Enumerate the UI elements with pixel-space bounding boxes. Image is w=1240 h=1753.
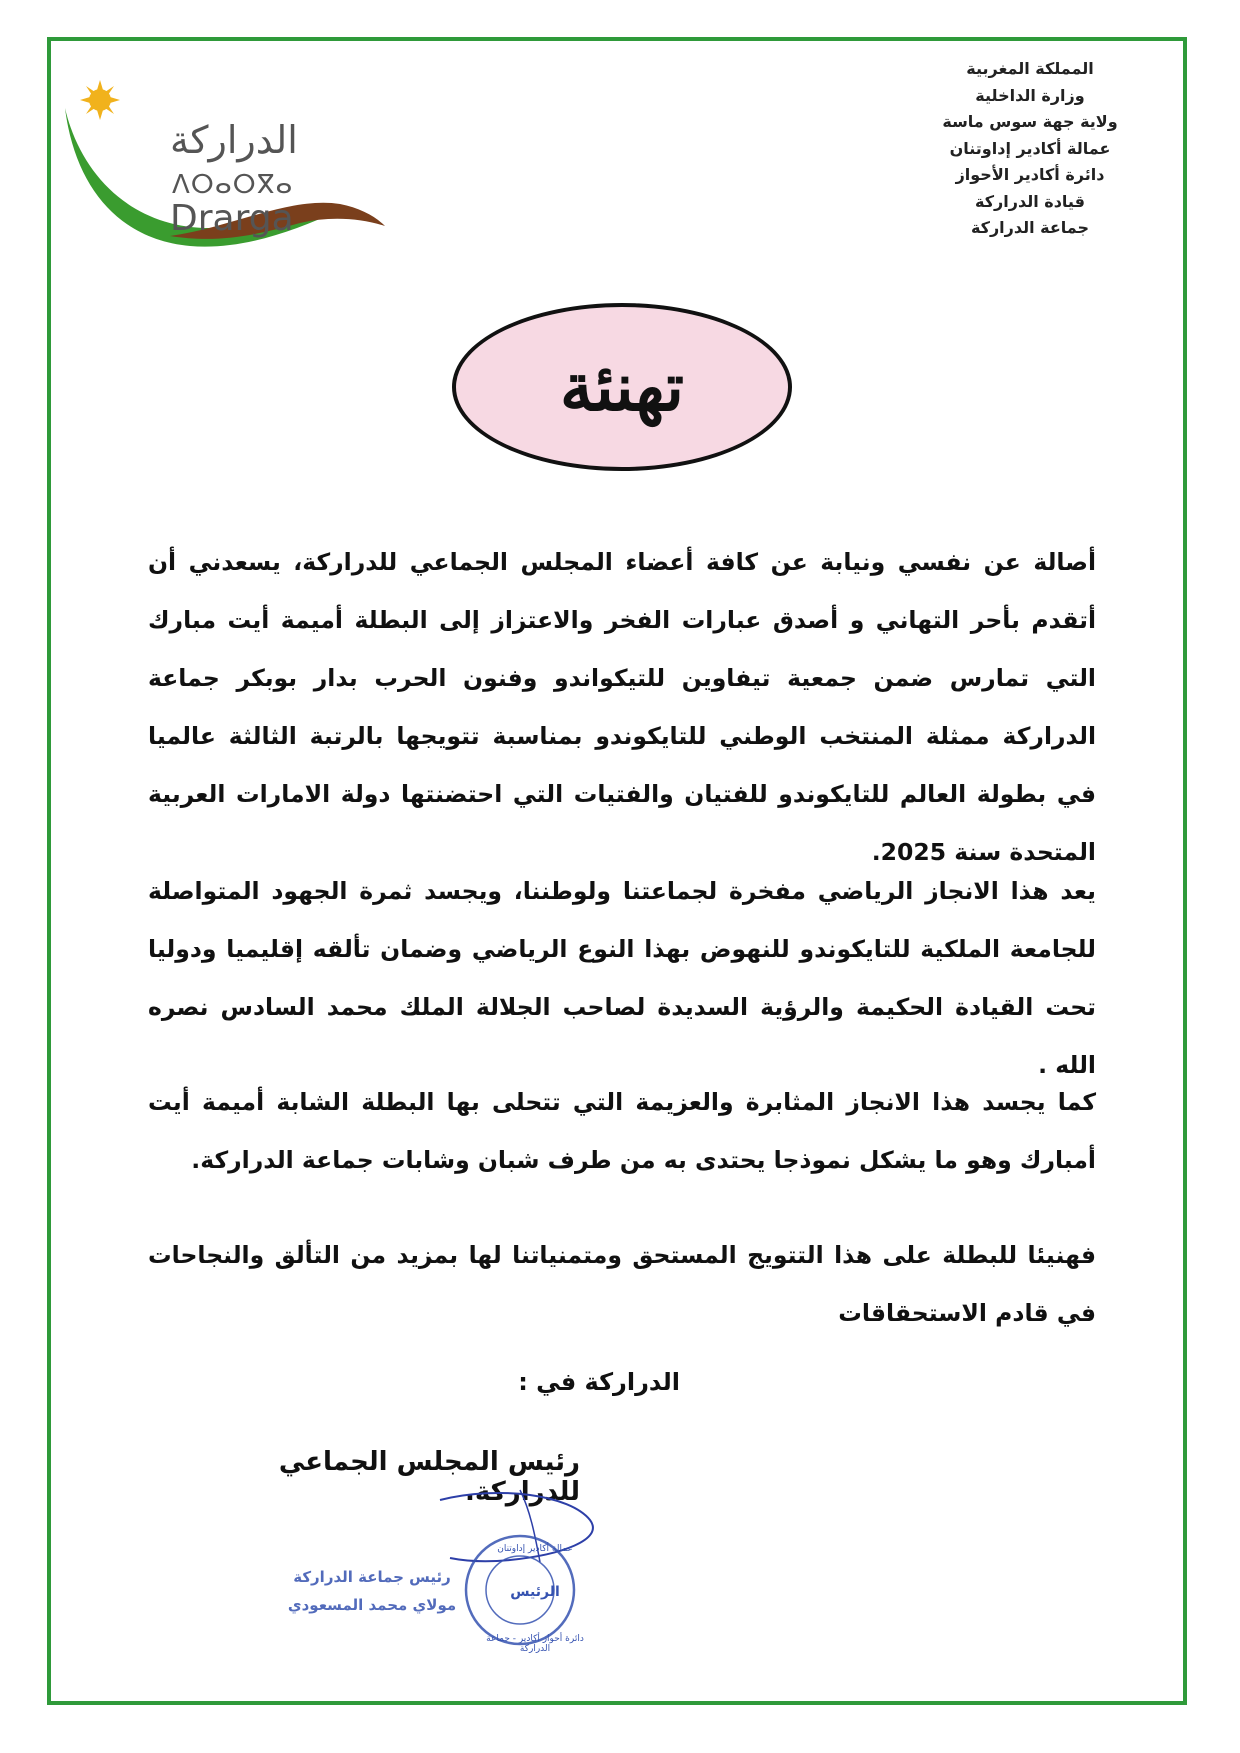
logo-arabic-name: الدراركة	[170, 118, 298, 162]
page-title: تهنئة	[559, 348, 684, 426]
seal-ring-bottom-text: دائرة أحواز أكادير - جماعة الدراركة	[486, 1634, 584, 1654]
seal-ring-top-text: عمالة أكادير إداوتنان	[497, 1544, 573, 1554]
header-line: ولاية جهة سوس ماسة	[942, 112, 1118, 131]
header-line: قيادة الدراركة	[975, 191, 1085, 211]
administrative-header	[915, 56, 1145, 242]
place-date-line: الدراركة في :	[518, 1368, 680, 1396]
paragraph-congratulation: أصالة عن نفسي ونيابة عن كافة أعضاء المجلس الجماعي للدراركة، يسعدني أن أتقدم بأحر التهاني و أصدق عبارات الفخر والاعتزاز إلى البطلة أميمة أيت مبارك التي تمارس ضمن جمعية تيفاوين للتيكواندو وفنون الحرب بدار بوبكر جماعة الدراركة ممثلة المنتخب الوطني للتايكوندو بمناسبة تتويجها بالرتبة الثالثة عالميا في بطولة العالم للتايكوندو للفتيان والفتيات التي احتضنتها دولة الامارات العربية المتحدة سنة 2025.	[148, 548, 1096, 866]
president-stamp	[278, 1563, 466, 1619]
header-line: وزارة الداخلية	[975, 85, 1085, 105]
paragraph-wishes: فهنيئا للبطلة على هذا التتويج المستحق ومتمنياتنا لها بمزيد من التألق والنجاحات في قادم الاستحقاقات	[148, 1241, 1096, 1327]
logo-tifinagh-name: ⴷⵔⴰⵔⴳⴰ	[172, 170, 294, 200]
drarga-logo	[60, 78, 390, 258]
header-line: المملكة المغربية	[966, 59, 1094, 78]
paragraph-achievement: يعد هذا الانجاز الرياضي مفخرة لجماعتنا ولوطننا، ويجسد ثمرة الجهود المتواصلة للجامعة الملكية للتايكوندو للنهوض بهذا النوع الرياضي وضمان تألقه إقليميا ودوليا تحت القيادة الحكيمة والرؤية السديدة لصاحب الجلالة الملك محمد السادس نصره الله .	[148, 877, 1096, 1079]
header-line: جماعة الدراركة	[970, 218, 1090, 237]
header-line: دائرة أكادير الأحواز	[955, 165, 1105, 184]
logo-latin-name: Drarga	[170, 198, 294, 239]
stamp-line-name: مولاي محمد المسعودي	[287, 1596, 457, 1614]
header-line: عمالة أكادير إداوتنان	[949, 138, 1111, 158]
stamp-line-title: رئيس جماعة الدراركة	[293, 1568, 451, 1586]
signatory-title: رئيس المجلس الجماعي للدراركة.	[278, 1447, 580, 1507]
title-oval	[452, 303, 792, 471]
paragraph-perseverance: كما يجسد هذا الانجاز المثابرة والعزيمة التي تتحلى بها البطلة الشابة أميمة أيت أمبارك وهو ما يشكل نموذجا يحتدى به من طرف شبان وشابات جماعة الدراركة.	[148, 1088, 1096, 1174]
seal-center-text: الرئيس	[510, 1584, 560, 1600]
